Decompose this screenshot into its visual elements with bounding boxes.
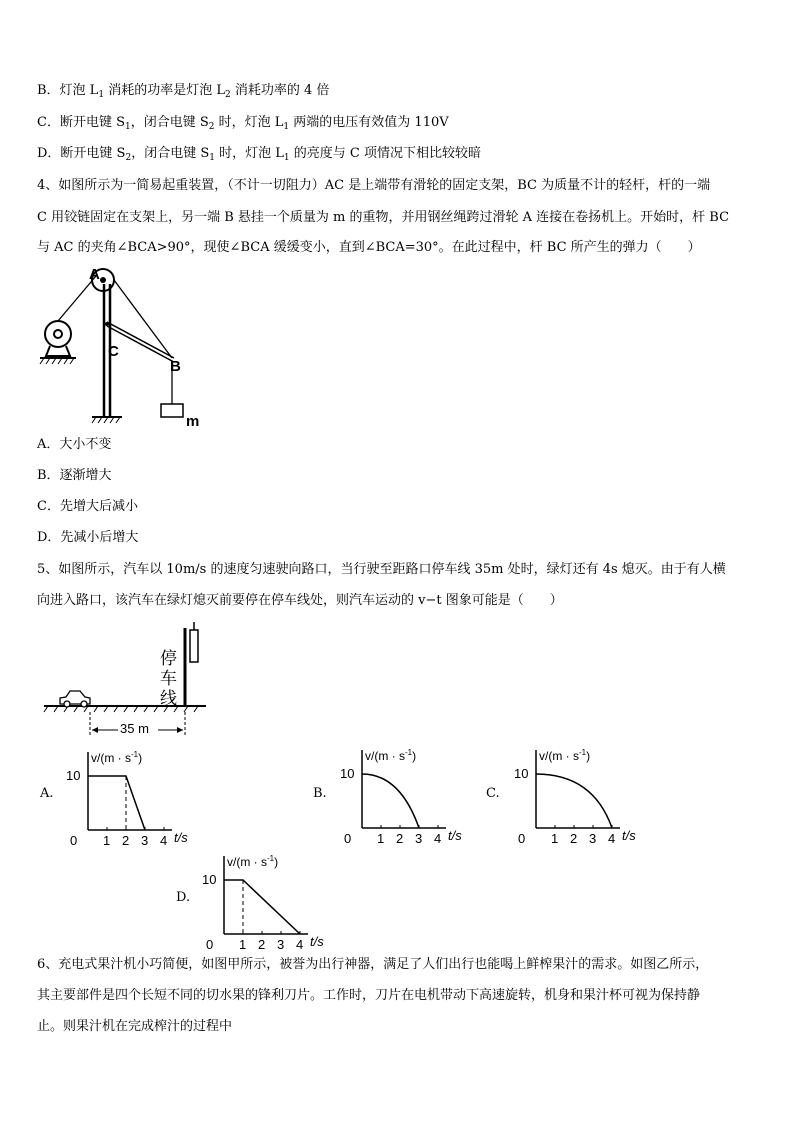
tick-label-10: 10 [340,766,355,781]
graph-d-letter: D. [176,890,191,905]
tick-label: 3 [141,833,149,848]
q3-option-c: C．断开电键 $S_1$，闭合电键 $S_2$ 时，灯泡 $L_1$ 两端的电压有效值为 110V [37,115,449,132]
q4-stem-line-1: 4、如图所示为一简易起重装置，（不计一切阻力）AC 是上端带有滑轮的固定支架，BC 为质量不计的轻杆，杆的一端 [37,178,711,193]
tick-label: 0 [206,937,214,952]
q6-stem-line-3: 止。则果汁机在完成榨汁的过程中 [37,1019,233,1034]
tick-label: 1 [239,937,247,952]
x-axis-label: t/s [622,828,636,843]
q5-stem-line-2: 向进入路口，该汽车在绿灯熄灭前要停在停车线处，则汽车运动的 v−t 图象可能是（ ） [37,593,563,608]
crane-label-a: A [89,266,100,283]
tick-label-10: 10 [514,766,529,781]
y-axis-label: $v/(m \cdot s^{-1})$ [227,854,279,869]
tick-label: 4 [160,833,168,848]
vt-curve [224,880,300,934]
q3-option-b: B．灯泡 $L_1$ 消耗的功率是灯泡 $L_2$ 消耗功率的 4 倍 [37,83,330,100]
tick-label: 0 [344,831,352,846]
stop-line-char-3: 线 [160,689,177,709]
tick-label: 2 [258,937,266,952]
graph-a-letter: A. [40,786,54,801]
q4-stem-line-2: C 用铰链固定在支架上，另一端 B 悬挂一个质量为 m 的重物，并用钢丝绳跨过滑轮 A 连接在卷扬机上。开始时，杆 BC [37,210,730,225]
q6-stem-line-1: 6、充电式果汁机小巧简便，如图甲所示，被誉为出行神器，满足了人们出行也能喝上鲜榨果汁的需求。如图乙所示， [37,957,709,972]
tick-label: 2 [122,833,130,848]
tick-label: 3 [589,831,597,846]
q5-stem-line-1: 5、如图所示，汽车以 10m/s 的速度匀速驶向路口，当行驶至距路口停车线 35m 处时，绿灯还有 4s 熄灭。由于有人横 [37,562,726,577]
x-axis-label: t/s [174,830,188,845]
distance-label: 35 m [120,721,149,736]
tick-label: 2 [570,831,578,846]
q3-option-d: D．断开电键 $S_2$，闭合电键 $S_1$ 时，灯泡 $L_1$ 的亮度与 C 项情况下相比较较暗 [37,146,481,163]
tick-label: 2 [396,831,404,846]
graph-c-letter: C. [486,786,500,801]
crane-label-c: C [108,343,119,360]
tick-label: 0 [70,833,78,848]
tick-label: 1 [377,831,385,846]
tick-label: 4 [296,937,304,952]
tick-label: 4 [434,831,442,846]
vt-graph-a [58,744,208,848]
vt-graph-b [332,742,482,846]
y-axis-label: $v/(m \cdot s^{-1})$ [91,750,143,765]
tick-label-10: 10 [202,872,217,887]
vt-graph-d [194,848,344,952]
vt-curve [536,774,612,828]
tick-label: 3 [277,937,285,952]
q4-option-a: A．大小不变 [37,437,112,452]
crane-label-m: m [186,413,200,430]
q4-stem-line-3: 与 AC 的夹角∠BCA>90°，现使∠BCA 缓缓变小，直到∠BCA=30°。在此过程中，杆 BC 所产生的弹力（ ） [37,240,701,255]
x-axis-label: t/s [448,828,462,843]
x-axis-label: t/s [310,934,324,949]
q6-stem-line-2: 其主要部件是四个长短不同的切水果的锋利刀片。工作时，刀片在电机带动下高速旋转，机身和果汁杯可视为保持静 [37,988,701,1003]
tick-label: 0 [518,831,526,846]
vt-graph-c [506,742,656,846]
tick-label-10: 10 [66,768,81,783]
y-axis-label: $v/(m \cdot s^{-1})$ [365,748,417,763]
stop-line-char-2: 车 [160,669,177,689]
vt-curve [362,774,419,828]
crane-label-b: B [170,358,181,375]
y-axis-label: $v/(m \cdot s^{-1})$ [539,748,591,763]
q4-option-c: C．先增大后减小 [37,499,138,514]
tick-label: 1 [103,833,111,848]
vt-curve [88,776,145,830]
q4-option-d: D．先减小后增大 [37,530,139,545]
stop-line-char-1: 停 [160,649,177,669]
crane-figure [36,262,226,432]
tick-label: 4 [608,831,616,846]
tick-label: 1 [551,831,559,846]
q4-option-b: B．逐渐增大 [37,468,112,483]
graph-b-letter: B. [313,786,327,801]
tick-label: 3 [415,831,423,846]
